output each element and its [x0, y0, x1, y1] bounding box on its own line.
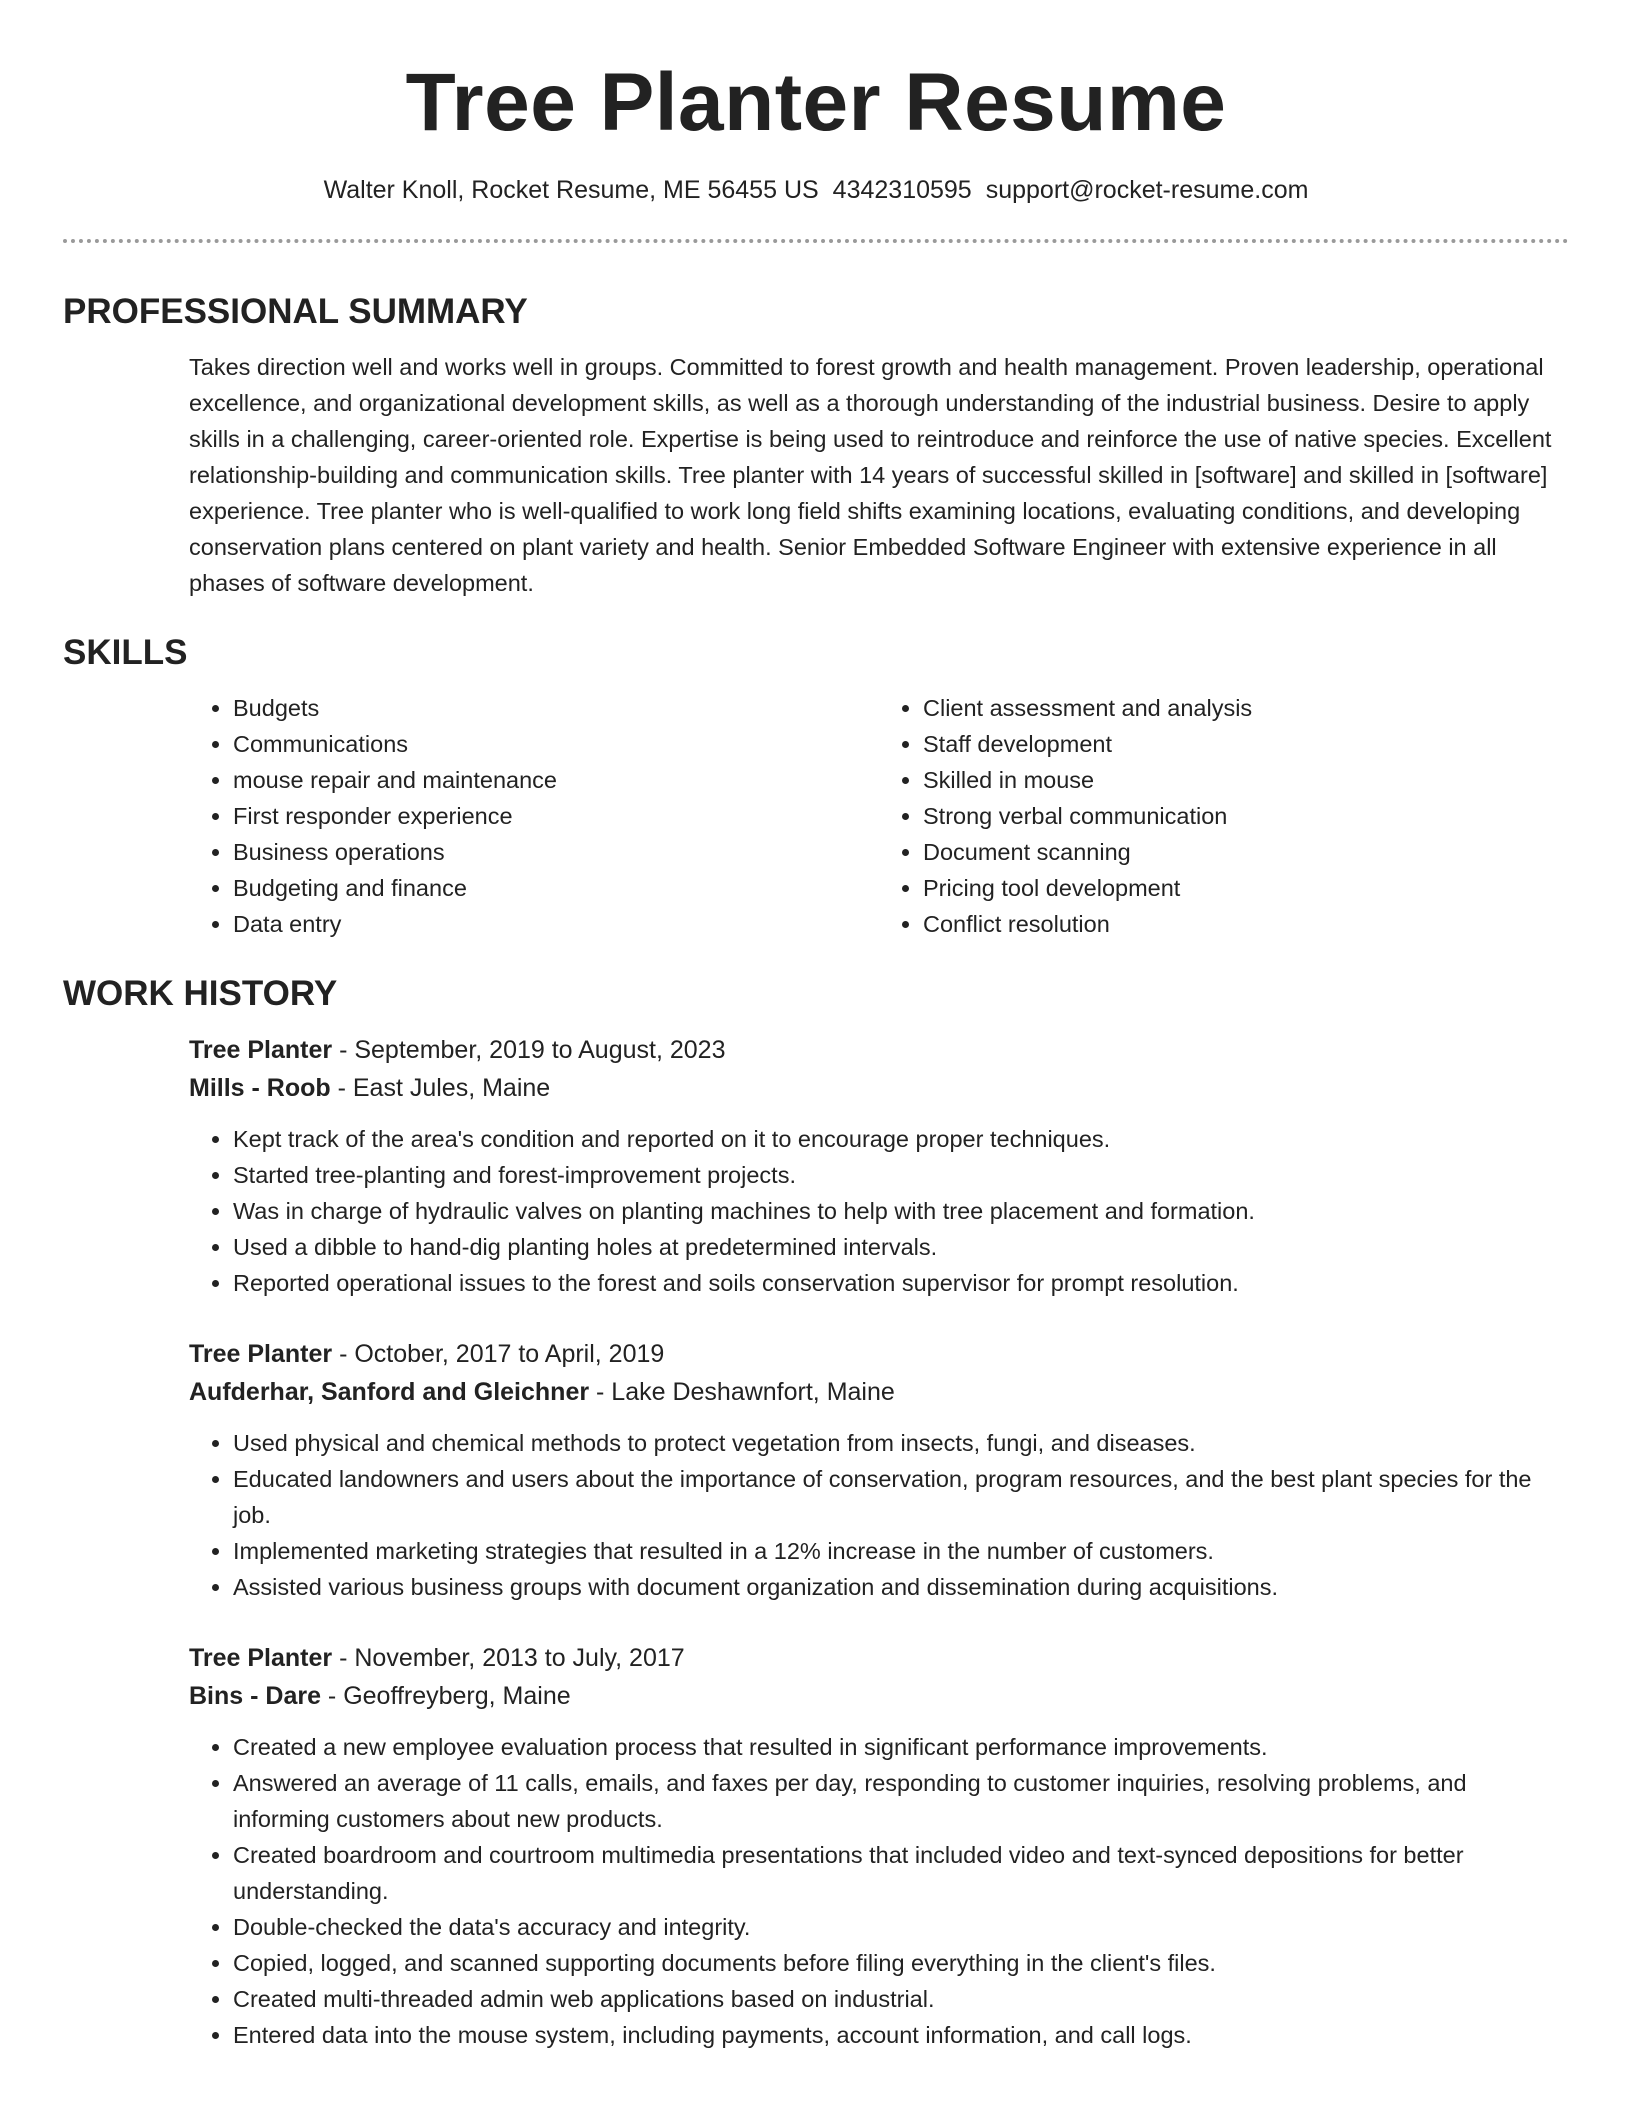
skill-item: • First responder experience — [233, 798, 879, 834]
job-location: - Geoffreyberg, Maine — [320, 1682, 571, 1710]
job-location: - Lake Deshawnfort, Maine — [589, 1378, 895, 1406]
job-company: Aufderhar, Sanford and Gleichner — [189, 1378, 590, 1406]
job-bullets — [189, 1425, 1569, 1605]
job-bullets — [189, 1121, 1569, 1301]
job-company: Bins - Dare — [189, 1682, 321, 1710]
skills-grid — [189, 690, 1569, 942]
skills-list-left — [189, 690, 879, 942]
contact-line — [63, 176, 1569, 205]
job-title: Tree Planter — [189, 1340, 333, 1368]
job-bullets — [189, 1729, 1569, 2053]
job-dates: - October, 2017 to April, 2019 — [332, 1340, 665, 1368]
job-entry — [189, 1335, 1569, 1605]
skill-item: • Client assessment and analysis — [923, 690, 1569, 726]
job-bullet: • Used a dibble to hand-dig planting holes at predetermined intervals. — [233, 1229, 1569, 1265]
job-company: Mills - Roob — [189, 1074, 331, 1102]
job-bullet: • Was in charge of hydraulic valves on planting machines to help with tree placement and formation. — [233, 1193, 1569, 1229]
skills-heading: SKILLS — [63, 633, 188, 672]
job-dates: - November, 2013 to July, 2017 — [332, 1644, 685, 1672]
skill-item: • Staff development — [923, 726, 1569, 762]
skill-item: • Budgets — [233, 690, 879, 726]
job-title-line — [189, 1335, 1569, 1373]
skills-list-right — [879, 690, 1569, 942]
job-bullet: • Kept track of the area's condition and reported on it to encourage proper techniques. — [233, 1121, 1569, 1157]
skill-item: • Business operations — [233, 834, 879, 870]
contact-phone: 4342310595 — [832, 176, 972, 204]
contact-address: Walter Knoll, Rocket Resume, ME 56455 US — [323, 176, 819, 204]
job-company-line — [189, 1069, 1569, 1107]
skill-item: • Document scanning — [923, 834, 1569, 870]
job-entry — [189, 1639, 1569, 2053]
job-title: Tree Planter — [189, 1644, 333, 1672]
contact-email: support@rocket-resume.com — [985, 176, 1309, 204]
job-company-line — [189, 1677, 1569, 1715]
job-bullet: • Answered an average of 11 calls, emails, and faxes per day, responding to customer inquiries, resolving problems, and informing customers about new products. — [233, 1765, 1569, 1837]
job-bullet: • Created multi-threaded admin web applications based on industrial. — [233, 1981, 1569, 2017]
job-dates: - September, 2019 to August, 2023 — [332, 1036, 726, 1064]
page-title: Tree Planter Resume — [405, 57, 1227, 148]
job-bullet: • Assisted various business groups with document organization and dissemination during acquisitions. — [233, 1569, 1569, 1605]
skill-item: • mouse repair and maintenance — [233, 762, 879, 798]
job-bullet: • Implemented marketing strategies that resulted in a 12% increase in the number of customers. — [233, 1533, 1569, 1569]
job-title: Tree Planter — [189, 1036, 333, 1064]
job-entry — [189, 1031, 1569, 1301]
skill-item: • Conflict resolution — [923, 906, 1569, 942]
skill-item: • Communications — [233, 726, 879, 762]
job-title-line — [189, 1639, 1569, 1677]
skill-item: • Skilled in mouse — [923, 762, 1569, 798]
skill-item: • Budgeting and finance — [233, 870, 879, 906]
job-bullet: • Educated landowners and users about the importance of conservation, program resources, and the best plant species for the job. — [233, 1461, 1569, 1533]
job-bullet: • Created boardroom and courtroom multimedia presentations that included video and text-synced depositions for better understanding. — [233, 1837, 1569, 1909]
job-bullet: • Started tree-planting and forest-improvement projects. — [233, 1157, 1569, 1193]
job-title-line — [189, 1031, 1569, 1069]
job-bullet: • Reported operational issues to the forest and soils conservation supervisor for prompt resolution. — [233, 1265, 1569, 1301]
job-company-line — [189, 1373, 1569, 1411]
job-bullet: • Copied, logged, and scanned supporting documents before filing everything in the client's files. — [233, 1945, 1569, 1981]
skill-item: • Strong verbal communication — [923, 798, 1569, 834]
summary-heading: PROFESSIONAL SUMMARY — [63, 292, 528, 331]
job-bullet: • Double-checked the data's accuracy and integrity. — [233, 1909, 1569, 1945]
header-divider — [63, 239, 1569, 243]
job-bullet: • Used physical and chemical methods to protect vegetation from insects, fungi, and diseases. — [233, 1425, 1569, 1461]
work-history-heading: WORK HISTORY — [63, 974, 338, 1013]
skill-item: • Pricing tool development — [923, 870, 1569, 906]
job-bullet: • Created a new employee evaluation process that resulted in significant performance improvements. — [233, 1729, 1569, 1765]
skill-item: • Data entry — [233, 906, 879, 942]
summary-text: Takes direction well and works well in groups. Committed to forest growth and health management. Proven leadership, operational excellence, and organizational development skills, as well as a thorough understanding of the industrial business. Desire to apply skills in a challenging, career-oriented role. Expertise is being used to reintroduce and reinforce the use of native species. Excellent relationship-building and communication skills. Tree planter with 14 years of successful skilled in [software] and skilled in [software] experience. Tree planter who is well-qualified to work long field shifts examining locations, evaluating conditions, and developing conservation plans centered on plant variety and health. Senior Embedded Software Engineer with extensive experience in all phases of software development. — [189, 354, 1552, 596]
job-bullet: • Entered data into the mouse system, including payments, account information, and call logs. — [233, 2017, 1569, 2053]
job-location: - East Jules, Maine — [330, 1074, 551, 1102]
